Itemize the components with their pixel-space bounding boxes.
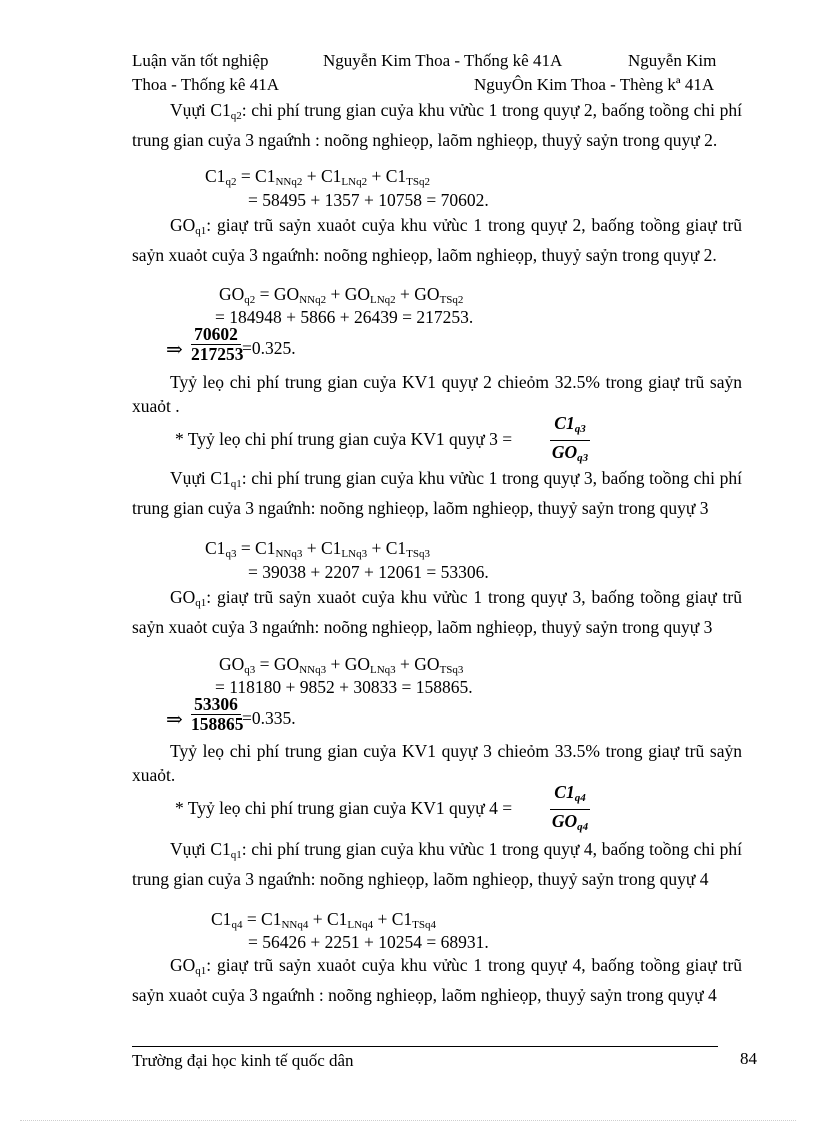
q3-ratio-numerator: 53306: [191, 695, 241, 715]
q4-ratio-title: * Tyỷ leọ chi phí trung gian cuỷa KV1 quyự 4 =: [175, 798, 513, 818]
q3-ci-definition: Vụựi $C1_{q1}$: chi phí trung gian cuỷa khu vửùc 1 trong quyự 3, baống toồng chi phí trung gian cuỷa 3 ngaứnh: noõng nghieọp, laõm nghieọp, thuyỷ saỷn trong quyự 3: [132, 468, 742, 518]
header-left-1: Luận văn tốt nghiệp: [132, 51, 269, 70]
page-bottom-edge: [20, 1120, 796, 1121]
q3-implies-arrow: ⇒: [166, 709, 183, 731]
q2-go-definition: $GO_{q1}$: giaự trũ saỷn xuaỏt cuỷa khu vửùc 1 trong quyự 2, baống toồng giaự trũ saỷn xuaỏt cuỷa 3 ngaứnh: noõng nghieọp, laõm nghieọp, thuyỷ saỷn trong quyự 2.: [132, 215, 742, 265]
footer-divider: [132, 1046, 718, 1047]
q3-ratio-denominator: 158865: [191, 714, 244, 734]
q2-ci-equation: $C1_{q2} = C1_{NNq2} + C1_{LNq2} + C1_{TSq2}$: [205, 166, 430, 188]
q2-implies-arrow: ⇒: [166, 339, 183, 361]
q2-go-sum: = 184948 + 5866 + 26439 = 217253.: [215, 307, 474, 327]
q4-ci-sum: = 56426 + 2251 + 10254 = 68931.: [248, 932, 489, 952]
q2-ratio-denominator: 217253: [191, 344, 244, 364]
header-right-2: NguyÔn Kim Thoa - Thèng kª 41A: [474, 75, 715, 94]
q3-go-equation: $GO_{q3} = GO_{NNq3} + GO_{LNq3} + GO_{TSq3}$: [219, 654, 464, 676]
header-mid-1: Nguyễn Kim Thoa - Thống kê 41A: [323, 51, 563, 70]
q2-ci-definition: Vụựi $C1_{q2}$: chi phí trung gian cuỷa khu vửùc 1 trong quyự 2, baống toồng chi phí trung gian cuỷa 3 ngaứnh : noõng nghieọp, laõm nghieọp, thuyỷ saỷn trong quyự 2.: [132, 100, 742, 150]
header-right-1: Nguyễn Kim: [628, 51, 717, 70]
q3-ci-equation: $C1_{q3} = C1_{NNq3} + C1_{LNq3} + C1_{TSq3}$: [205, 538, 430, 560]
q3-ratio-result: =0.335.: [242, 708, 296, 728]
header-left-2: Thoa - Thống kê 41A: [132, 75, 279, 94]
q2-ratio-result: =0.325.: [242, 338, 296, 358]
q4-go-definition: $GO_{q1}$: giaự trũ saỷn xuaỏt cuỷa khu vửùc 1 trong quyự 4, baống toồng giaự trũ saỷn xuaỏt cuỷa 3 ngaứnh : noõng nghieọp, laõm nghieọp, thuyỷ saỷn trong quyự 4: [132, 955, 742, 1005]
q2-ratio-numerator: 70602: [191, 325, 241, 345]
q2-ci-sum: = 58495 + 1357 + 10758 = 70602.: [248, 190, 489, 210]
q4-ci-equation: $C1_{q4} = C1_{NNq4} + C1_{LNq4} + C1_{TSq4}$: [211, 909, 436, 931]
q3-go-definition: $GO_{q1}$: giaự trũ saỷn xuaỏt cuỷa khu vửùc 1 trong quyự 3, baống toồng giaự trũ saỷn xuaỏt cuỷa 3 ngaứnh: noõng nghieọp, laõm nghieọp, thuyỷ saỷn trong quyự 3: [132, 587, 742, 637]
q3-title-fraction: $C1_{q3}$ $GO_{q3}$: [551, 413, 589, 464]
q2-go-equation: $GO_{q2} = GO_{NNq2} + GO_{LNq2} + GO_{TSq2}$: [219, 284, 464, 306]
q3-conclusion: Tyỷ leọ chi phí trung gian cuỷa KV1 quyự 3 chieỏm 33.5% trong giaự trũ saỷn xuaỏt.: [132, 741, 742, 785]
q3-ci-sum: = 39038 + 2207 + 12061 = 53306.: [248, 562, 489, 582]
q2-conclusion: Tyỷ leọ chi phí trung gian cuỷa KV1 quyự 2 chieỏm 32.5% trong giaự trũ saỷn xuaỏt .: [132, 372, 742, 416]
q3-go-sum: = 118180 + 9852 + 30833 = 158865.: [215, 677, 473, 697]
q3-ratio-fraction: [191, 694, 244, 734]
q3-ratio-title: * Tyỷ leọ chi phí trung gian cuỷa KV1 quyự 3 =: [175, 429, 513, 449]
q4-title-fraction: $C1_{q4}$ $GO_{q4}$: [551, 782, 589, 833]
q4-ci-definition: Vụựi $C1_{q1}$: chi phí trung gian cuỷa khu vửùc 1 trong quyự 4, baống toồng chi phí trung gian cuỷa 3 ngaứnh: noõng nghieọp, laõm nghieọp, thuyỷ saỷn trong quyự 4: [132, 839, 742, 889]
q2-ratio-fraction: [191, 324, 244, 364]
page-number: 84: [740, 1049, 757, 1068]
footer-school: Trường đại học kinh tế quốc dân: [132, 1051, 354, 1070]
